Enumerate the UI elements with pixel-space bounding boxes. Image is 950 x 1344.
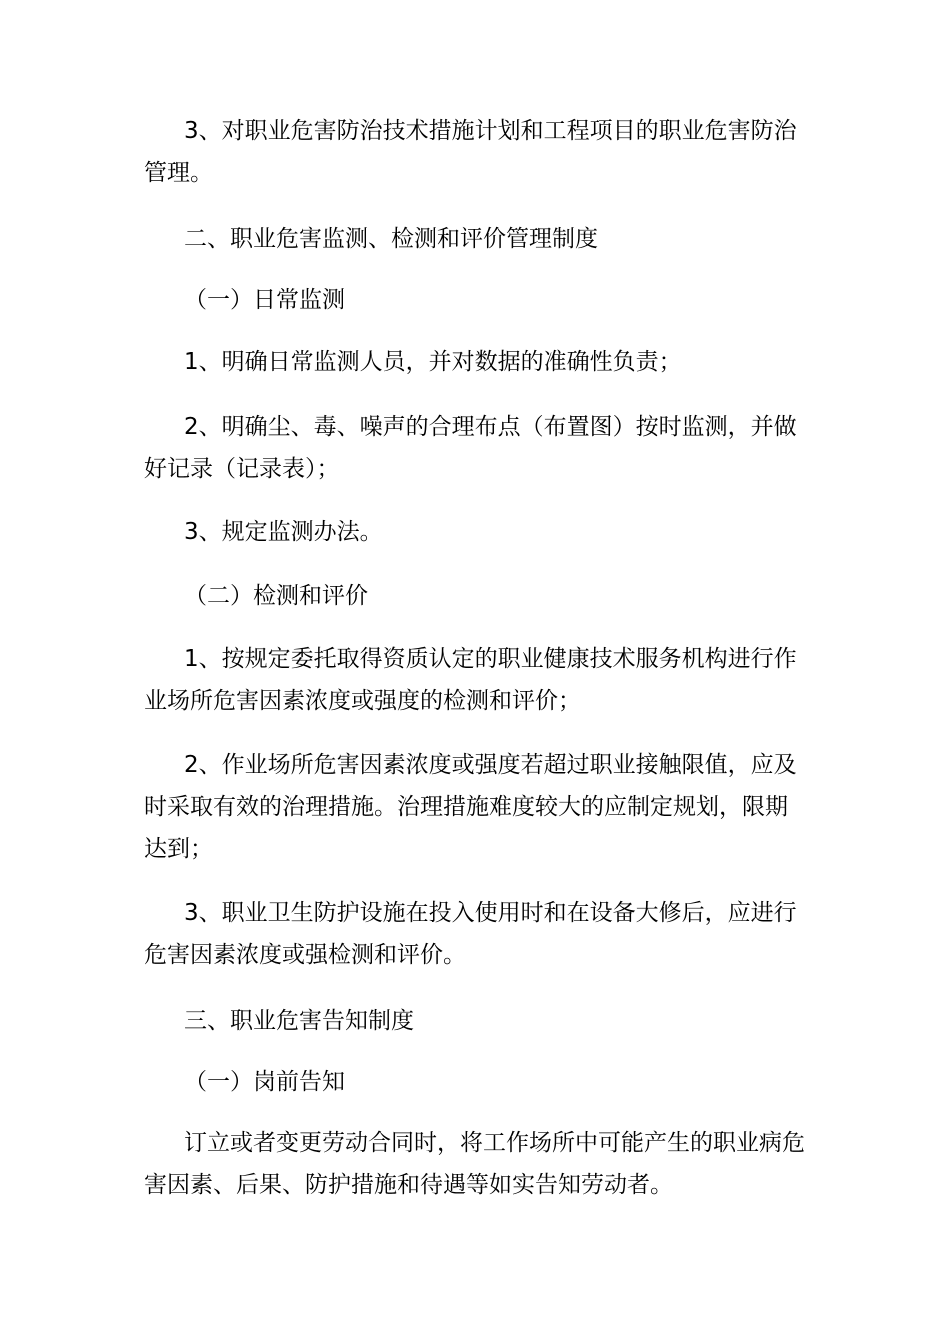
section-heading-2: 二、职业危害监测、检测和评价管理制度 xyxy=(184,226,598,252)
paragraph-item-1-entrust: 1、按规定委托取得资质认定的职业健康技术服务机构进行作业场所危害因素浓度或强度的检测和评价； xyxy=(144,646,797,714)
paragraph-item-3-plan: 3、对职业危害防治技术措施计划和工程项目的职业危害防治管理。 xyxy=(144,118,797,186)
paragraph-item-2-exceed: 2、作业场所危害因素浓度或强度若超过职业接触限值，应及时采取有效的治理措施。治理措施难度较大的应制定规划，限期达到； xyxy=(144,752,797,862)
paragraph-item-1-monitor-staff: 1、明确日常监测人员，并对数据的准确性负责； xyxy=(184,349,682,375)
section-heading-3: 三、职业危害告知制度 xyxy=(184,1008,414,1034)
subsection-heading-daily-monitoring: （一）日常监测 xyxy=(184,287,345,313)
paragraph-item-3-methods: 3、规定监测办法。 xyxy=(184,519,383,545)
subsection-heading-testing: （二）检测和评价 xyxy=(184,583,368,609)
paragraph-contract-notice: 订立或者变更劳动合同时，将工作场所中可能产生的职业病危害因素、后果、防护措施和待遇等如实告知劳动者。 xyxy=(144,1130,805,1198)
paragraph-item-2-layout: 2、明确尘、毒、噪声的合理布点（布置图）按时监测，并做好记录（记录表）； xyxy=(144,414,797,482)
paragraph-item-3-facility: 3、职业卫生防护设施在投入使用时和在设备大修后，应进行危害因素浓度或强检测和评价。 xyxy=(144,900,797,968)
subsection-heading-pre-job: （一）岗前告知 xyxy=(184,1069,345,1095)
